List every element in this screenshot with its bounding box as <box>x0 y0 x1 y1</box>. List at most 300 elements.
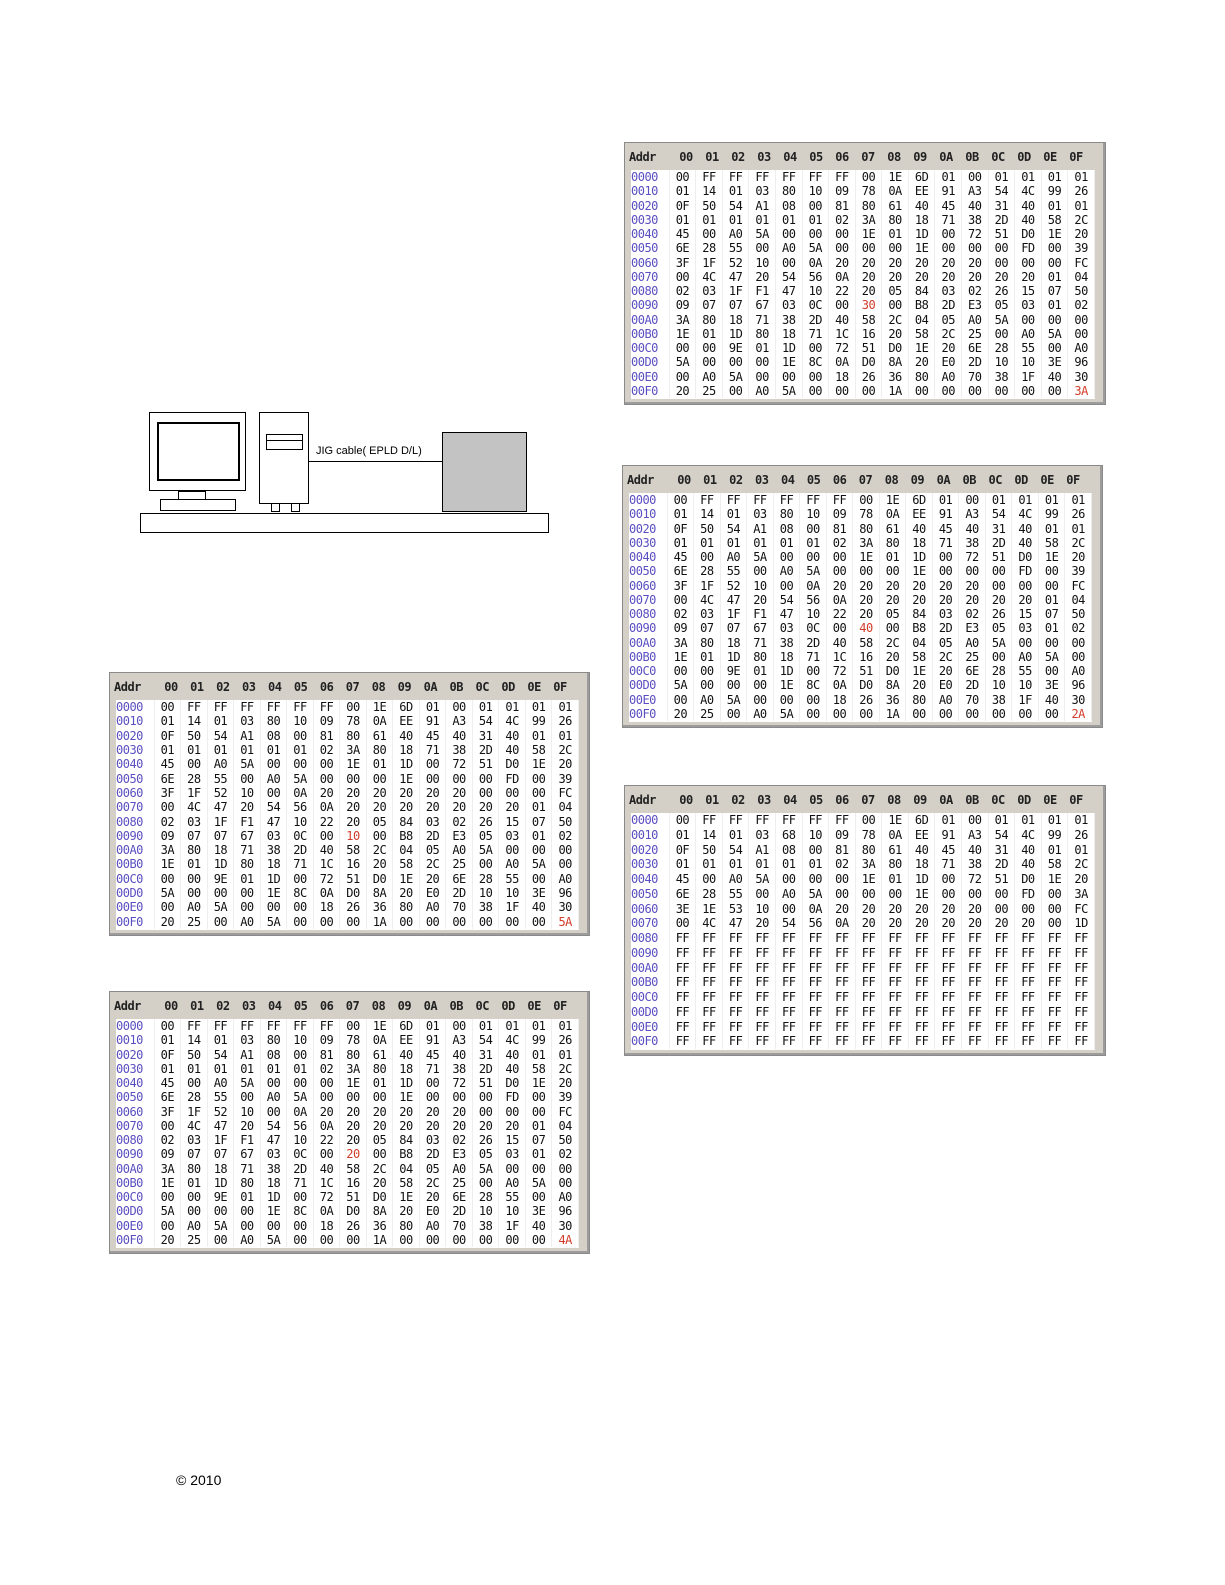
cable-label: JIG cable( EPLD D/L) <box>316 445 422 457</box>
byte-cell: 5A <box>552 915 579 929</box>
byte-cell: FF <box>669 1005 696 1020</box>
byte-cell: 00 <box>1038 579 1065 593</box>
byte-cell: FF <box>1015 1020 1042 1035</box>
byte-cell: FF <box>749 1005 776 1020</box>
address-cell: 0090 <box>116 829 154 843</box>
byte-cell: 00 <box>313 1147 340 1161</box>
byte-cell: 30 <box>1065 693 1092 707</box>
byte-cell: 01 <box>525 1048 552 1062</box>
byte-cell: 3E <box>669 902 696 917</box>
byte-cell: 14 <box>696 828 723 843</box>
byte-cell: 20 <box>1012 593 1039 607</box>
address-cell: 0040 <box>629 550 667 564</box>
byte-cell: FF <box>260 700 287 714</box>
byte-cell: 03 <box>773 621 800 635</box>
byte-cell: 5A <box>472 1162 499 1176</box>
byte-cell: A0 <box>694 693 721 707</box>
byte-cell: 00 <box>525 772 552 786</box>
byte-cell: 10 <box>234 786 261 800</box>
table-row <box>631 961 1095 976</box>
byte-cell: 01 <box>1038 621 1065 635</box>
column-header: 0A <box>423 679 438 694</box>
byte-cell: 81 <box>829 199 856 213</box>
byte-cell: 07 <box>1041 284 1068 298</box>
byte-cell: FF <box>722 946 749 961</box>
byte-cell: 01 <box>154 743 181 757</box>
byte-cell: 00 <box>446 1019 473 1033</box>
byte-cell: 20 <box>366 1176 393 1190</box>
table-row <box>116 1233 579 1247</box>
byte-cell: 18 <box>775 327 802 341</box>
byte-cell: 18 <box>313 900 340 914</box>
table-row <box>631 843 1095 858</box>
byte-cell: FF <box>1068 946 1095 961</box>
address-cell: 0020 <box>631 199 669 213</box>
byte-cell: 20 <box>393 886 420 900</box>
byte-cell: 01 <box>260 1062 287 1076</box>
byte-cell: 01 <box>1038 522 1065 536</box>
byte-cell: 1F <box>1012 693 1039 707</box>
byte-cell: FF <box>988 1005 1015 1020</box>
byte-cell: 01 <box>775 213 802 227</box>
byte-cell: 50 <box>181 1048 208 1062</box>
byte-cell: 20 <box>1015 270 1042 284</box>
byte-cell: 40 <box>1015 199 1042 213</box>
byte-cell: 20 <box>419 872 446 886</box>
table-row <box>116 772 579 786</box>
hex-dump-panel <box>624 142 1106 405</box>
byte-cell: FF <box>802 931 829 946</box>
byte-cell: 25 <box>959 650 986 664</box>
byte-cell: 09 <box>313 714 340 728</box>
byte-cell: A0 <box>1012 650 1039 664</box>
byte-cell: 00 <box>287 872 314 886</box>
byte-cell: 14 <box>181 1033 208 1047</box>
byte-cell: 00 <box>287 1233 314 1247</box>
byte-cell: 39 <box>1068 241 1095 255</box>
byte-cell: 2A <box>1065 707 1092 721</box>
byte-cell: 1D <box>722 327 749 341</box>
byte-cell: A0 <box>260 1090 287 1104</box>
table-row <box>631 931 1095 946</box>
byte-cell: 08 <box>775 843 802 858</box>
byte-cell: 00 <box>181 757 208 771</box>
byte-cell: FC <box>1065 579 1092 593</box>
byte-cell: 00 <box>667 593 694 607</box>
byte-cell: 99 <box>1038 507 1065 521</box>
byte-cell: 40 <box>393 729 420 743</box>
byte-cell: 00 <box>340 1019 367 1033</box>
table-row <box>116 1204 579 1218</box>
byte-cell: 3F <box>667 579 694 593</box>
byte-cell: FF <box>696 946 723 961</box>
byte-cell: 01 <box>775 857 802 872</box>
byte-cell: 9E <box>207 872 234 886</box>
byte-cell: FF <box>829 990 856 1005</box>
byte-cell: 00 <box>669 270 696 284</box>
byte-cell: FF <box>829 1005 856 1020</box>
byte-cell: 6E <box>669 887 696 902</box>
byte-cell: 5A <box>749 872 776 887</box>
byte-cell: 00 <box>287 1048 314 1062</box>
byte-cell: 00 <box>472 857 499 871</box>
table-row <box>631 916 1095 931</box>
byte-cell: 1E <box>1041 227 1068 241</box>
byte-cell: 1E <box>260 1204 287 1218</box>
byte-cell: FF <box>802 813 829 828</box>
byte-cell: 1D <box>775 341 802 355</box>
byte-cell: 58 <box>393 857 420 871</box>
address-cell: 00C0 <box>116 872 154 886</box>
table-row <box>116 886 579 900</box>
table-row <box>631 256 1095 270</box>
byte-cell: 18 <box>393 1062 420 1076</box>
address-cell: 0040 <box>631 872 669 887</box>
byte-cell: 5A <box>154 886 181 900</box>
byte-cell: 00 <box>961 170 988 184</box>
byte-cell: A0 <box>720 550 747 564</box>
byte-cell: 55 <box>499 872 526 886</box>
byte-cell: FF <box>1068 975 1095 990</box>
table-row <box>631 170 1095 184</box>
byte-cell: 01 <box>207 743 234 757</box>
byte-cell: 45 <box>419 729 446 743</box>
byte-cell: 47 <box>775 284 802 298</box>
byte-cell: 14 <box>694 507 721 521</box>
byte-cell: 10 <box>287 815 314 829</box>
address-cell: 0060 <box>116 786 154 800</box>
byte-cell: 71 <box>802 327 829 341</box>
byte-cell: 0A <box>287 1105 314 1119</box>
byte-cell: 01 <box>552 1019 579 1033</box>
address-cell: 0030 <box>631 213 669 227</box>
table-row <box>116 829 579 843</box>
byte-cell: 00 <box>366 829 393 843</box>
byte-cell: 1F <box>499 900 526 914</box>
byte-cell: 00 <box>802 384 829 398</box>
byte-cell: 20 <box>932 579 959 593</box>
byte-cell: 00 <box>1015 384 1042 398</box>
table-row <box>116 872 579 886</box>
byte-cell: 0A <box>313 1119 340 1133</box>
byte-cell: 00 <box>287 729 314 743</box>
byte-cell: FF <box>722 170 749 184</box>
byte-cell: E3 <box>959 621 986 635</box>
address-cell: 0030 <box>629 536 667 550</box>
byte-cell: A0 <box>499 857 526 871</box>
byte-cell: FF <box>669 975 696 990</box>
column-header: 0F <box>1069 792 1083 807</box>
table-row <box>631 298 1095 312</box>
column-header: 03 <box>755 472 769 487</box>
byte-cell: 00 <box>829 887 856 902</box>
byte-cell: FF <box>696 1005 723 1020</box>
byte-cell: 00 <box>802 199 829 213</box>
byte-cell: 3A <box>1068 887 1095 902</box>
byte-cell: 20 <box>393 1105 420 1119</box>
byte-cell: FF <box>935 931 962 946</box>
byte-cell: 80 <box>340 729 367 743</box>
byte-cell: 00 <box>419 1076 446 1090</box>
byte-cell: 2D <box>446 1204 473 1218</box>
byte-cell: F1 <box>234 815 261 829</box>
byte-cell: 28 <box>472 872 499 886</box>
byte-cell: 25 <box>694 707 721 721</box>
byte-cell: 01 <box>234 1190 261 1204</box>
column-header: 0B <box>965 149 979 164</box>
byte-cell: 18 <box>207 843 234 857</box>
byte-cell: 00 <box>552 843 579 857</box>
byte-cell: 1D <box>1068 916 1095 931</box>
byte-cell: FF <box>855 931 882 946</box>
byte-cell: 01 <box>669 828 696 843</box>
byte-cell: FF <box>722 1034 749 1049</box>
byte-cell: 38 <box>260 1162 287 1176</box>
table-row <box>631 975 1095 990</box>
byte-cell: 02 <box>313 1062 340 1076</box>
byte-cell: 80 <box>882 857 909 872</box>
byte-cell: 01 <box>1015 813 1042 828</box>
byte-cell: 20 <box>908 270 935 284</box>
byte-cell: FF <box>775 1020 802 1035</box>
byte-cell: 5A <box>260 915 287 929</box>
byte-cell: 40 <box>499 729 526 743</box>
byte-cell: 20 <box>340 800 367 814</box>
byte-cell: 00 <box>260 1076 287 1090</box>
byte-cell: 00 <box>879 564 906 578</box>
byte-cell: FF <box>988 1034 1015 1049</box>
byte-cell: 01 <box>935 813 962 828</box>
byte-cell: 01 <box>525 700 552 714</box>
byte-cell: 20 <box>855 902 882 917</box>
byte-cell: 40 <box>853 621 880 635</box>
column-header: 02 <box>216 998 230 1013</box>
byte-cell: 00 <box>1015 902 1042 917</box>
byte-cell: 16 <box>855 327 882 341</box>
column-header: 0B <box>965 792 979 807</box>
byte-cell: 00 <box>207 915 234 929</box>
byte-cell: 3E <box>1041 355 1068 369</box>
byte-cell: FF <box>749 990 776 1005</box>
byte-cell: 00 <box>959 564 986 578</box>
column-header: 0B <box>962 472 976 487</box>
byte-cell: 1F <box>720 607 747 621</box>
byte-cell: B8 <box>908 298 935 312</box>
byte-cell: FF <box>749 1020 776 1035</box>
byte-cell: A0 <box>935 370 962 384</box>
byte-cell: 72 <box>961 227 988 241</box>
byte-cell: 09 <box>313 1033 340 1047</box>
byte-cell: 40 <box>961 199 988 213</box>
column-header: 06 <box>319 998 334 1013</box>
byte-cell: FF <box>775 813 802 828</box>
byte-cell: 01 <box>181 743 208 757</box>
byte-cell: 1E <box>340 757 367 771</box>
byte-cell: 00 <box>1065 650 1092 664</box>
byte-cell: 6E <box>959 664 986 678</box>
byte-cell: 2D <box>800 636 827 650</box>
table-row <box>629 593 1092 607</box>
byte-cell: 5A <box>775 384 802 398</box>
byte-cell: 01 <box>988 813 1015 828</box>
byte-cell: A0 <box>207 757 234 771</box>
column-header: 0F <box>553 679 567 694</box>
byte-cell: 20 <box>853 607 880 621</box>
byte-cell: 00 <box>207 1233 234 1247</box>
byte-cell: 38 <box>988 370 1015 384</box>
byte-cell: EE <box>393 1033 420 1047</box>
byte-cell: 03 <box>775 298 802 312</box>
byte-cell: 25 <box>696 384 723 398</box>
address-cell: 0070 <box>116 1119 154 1133</box>
byte-cell: 71 <box>747 636 774 650</box>
byte-cell: FF <box>988 931 1015 946</box>
byte-cell: FF <box>961 975 988 990</box>
byte-cell: 00 <box>525 1090 552 1104</box>
byte-cell: 56 <box>287 800 314 814</box>
byte-cell: 03 <box>419 1133 446 1147</box>
column-header: 09 <box>910 472 925 487</box>
byte-cell: 84 <box>906 607 933 621</box>
byte-cell: 00 <box>988 241 1015 255</box>
address-cell: 00F0 <box>629 707 667 721</box>
table-row <box>629 564 1092 578</box>
address-cell: 00F0 <box>116 915 154 929</box>
byte-cell: FF <box>855 946 882 961</box>
byte-cell: A0 <box>696 370 723 384</box>
byte-cell: 6E <box>154 772 181 786</box>
byte-cell: 00 <box>988 327 1015 341</box>
byte-cell: FD <box>1015 241 1042 255</box>
address-cell: 00B0 <box>116 1176 154 1190</box>
byte-cell: 00 <box>260 1219 287 1233</box>
byte-cell: 01 <box>747 536 774 550</box>
byte-cell: 80 <box>879 536 906 550</box>
address-cell: 0050 <box>631 241 669 255</box>
table-row <box>629 664 1092 678</box>
byte-cell: 01 <box>525 829 552 843</box>
byte-cell: 58 <box>525 743 552 757</box>
byte-cell: 10 <box>340 829 367 843</box>
table-row <box>116 1048 579 1062</box>
byte-cell: 47 <box>722 270 749 284</box>
byte-cell: 20 <box>882 270 909 284</box>
byte-cell: 00 <box>961 813 988 828</box>
byte-cell: FF <box>1015 946 1042 961</box>
byte-cell: 58 <box>906 650 933 664</box>
table-row <box>629 650 1092 664</box>
byte-cell: 01 <box>234 872 261 886</box>
byte-cell: FF <box>1041 975 1068 990</box>
byte-cell: FF <box>1015 961 1042 976</box>
byte-cell: 00 <box>340 1090 367 1104</box>
byte-cell: FF <box>234 700 261 714</box>
byte-cell: 00 <box>696 341 723 355</box>
byte-cell: 20 <box>393 800 420 814</box>
byte-cell: 00 <box>313 772 340 786</box>
byte-cell: 20 <box>552 1076 579 1090</box>
byte-cell: 05 <box>472 1147 499 1161</box>
byte-cell: 01 <box>525 1019 552 1033</box>
byte-cell: 00 <box>826 621 853 635</box>
byte-cell: F1 <box>747 607 774 621</box>
byte-cell: 01 <box>1041 270 1068 284</box>
column-header: 0F <box>1066 472 1080 487</box>
column-header: 07 <box>345 679 360 694</box>
byte-cell: 4C <box>499 714 526 728</box>
byte-cell: 1D <box>773 664 800 678</box>
byte-cell: 5A <box>802 887 829 902</box>
byte-cell: 5A <box>988 313 1015 327</box>
byte-cell: 6D <box>393 700 420 714</box>
column-header: 03 <box>757 149 771 164</box>
table-row <box>631 227 1095 241</box>
byte-cell: 40 <box>313 1162 340 1176</box>
byte-cell: FF <box>961 931 988 946</box>
byte-cell: 6D <box>908 170 935 184</box>
byte-cell: 1E <box>393 872 420 886</box>
byte-cell: 1E <box>906 664 933 678</box>
address-cell: 0000 <box>116 700 154 714</box>
byte-cell: A0 <box>552 872 579 886</box>
byte-cell: FF <box>882 1005 909 1020</box>
byte-cell: 01 <box>207 1033 234 1047</box>
byte-cell: 20 <box>879 593 906 607</box>
byte-cell: FF <box>855 990 882 1005</box>
byte-cell: 03 <box>181 1133 208 1147</box>
byte-cell: 5A <box>669 355 696 369</box>
column-header: 0D <box>1014 472 1028 487</box>
byte-cell: 00 <box>287 900 314 914</box>
byte-cell: 39 <box>1065 564 1092 578</box>
byte-cell: 31 <box>985 522 1012 536</box>
byte-cell: FF <box>696 1020 723 1035</box>
byte-cell: 00 <box>747 678 774 692</box>
byte-cell: 47 <box>260 815 287 829</box>
byte-cell: A1 <box>234 1048 261 1062</box>
byte-cell: FF <box>855 1020 882 1035</box>
byte-cell: 1F <box>181 786 208 800</box>
byte-cell: FF <box>260 1019 287 1033</box>
byte-cell: 00 <box>499 1105 526 1119</box>
column-header: 03 <box>242 679 256 694</box>
copyright-text: © 2010 <box>176 1472 222 1488</box>
byte-cell: 00 <box>829 241 856 255</box>
byte-cell: 00 <box>749 887 776 902</box>
byte-cell: 03 <box>260 1147 287 1161</box>
byte-cell: 00 <box>499 1233 526 1247</box>
byte-cell: 2C <box>882 313 909 327</box>
column-header: 09 <box>397 998 412 1013</box>
byte-cell: 4C <box>181 800 208 814</box>
byte-cell: 20 <box>908 355 935 369</box>
byte-cell: FF <box>1015 1005 1042 1020</box>
byte-cell: 10 <box>472 1204 499 1218</box>
column-header: 06 <box>832 472 847 487</box>
byte-cell: 84 <box>393 1133 420 1147</box>
byte-cell: 04 <box>1068 270 1095 284</box>
byte-cell: 05 <box>366 1133 393 1147</box>
byte-cell: 3E <box>525 1204 552 1218</box>
byte-cell: 18 <box>260 857 287 871</box>
byte-cell: 78 <box>853 507 880 521</box>
byte-cell: 01 <box>749 341 776 355</box>
address-cell: 00E0 <box>629 693 667 707</box>
byte-cell: 2D <box>988 857 1015 872</box>
byte-cell: 91 <box>935 828 962 843</box>
address-cell: 0010 <box>631 184 669 198</box>
byte-cell: 80 <box>747 650 774 664</box>
